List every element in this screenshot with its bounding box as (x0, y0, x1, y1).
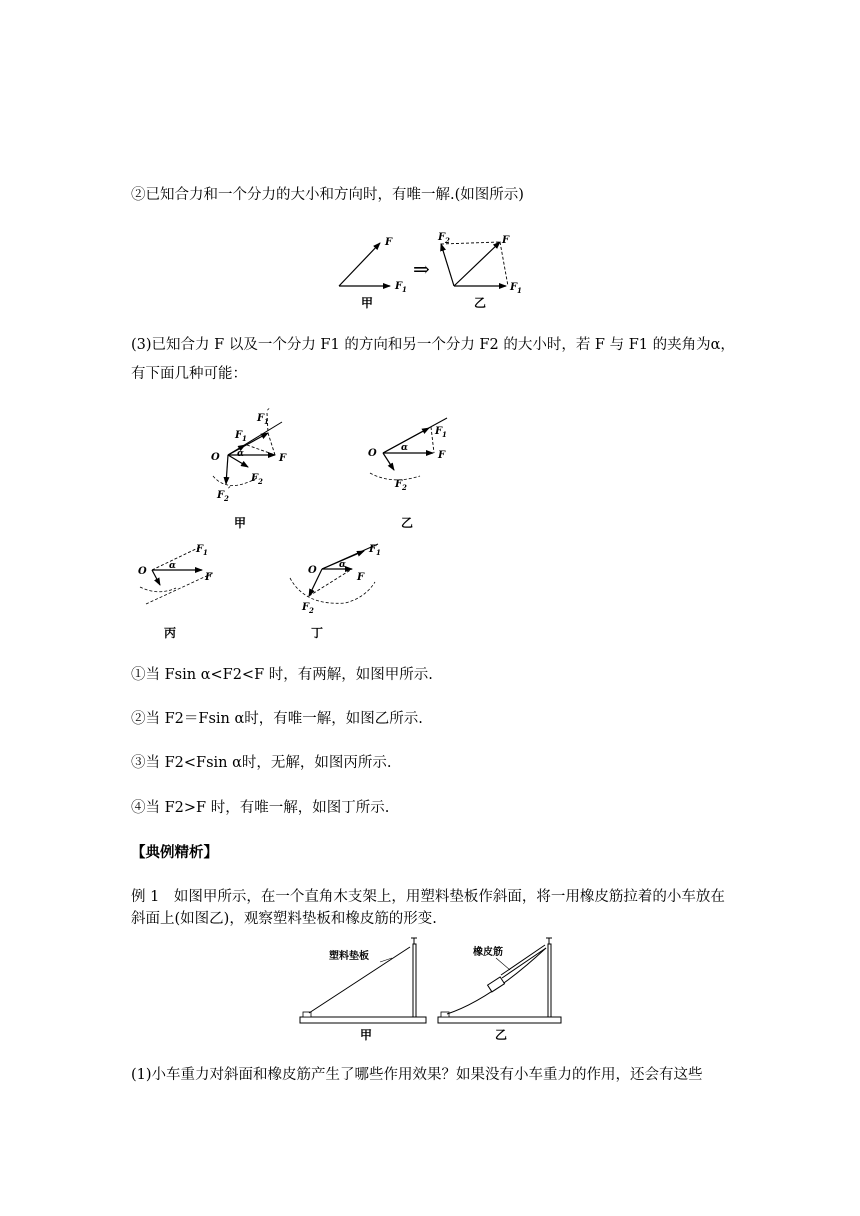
paragraph-case3-line2: 有下面几种可能： (131, 366, 247, 382)
svg-text:2: 2 (402, 483, 407, 492)
fig2-yi-O: O (368, 448, 377, 459)
fig1-label-F1-right-sub: 1 (517, 286, 522, 295)
fig2-diagram-bing (138, 544, 213, 640)
fig2-diagram-yi (368, 418, 447, 530)
fig1-label-F1-sub: 1 (402, 285, 407, 294)
fig1-label-F: F (385, 237, 393, 248)
fig1-implies-arrow: ⇒ (413, 257, 430, 281)
fig3-label-rubber-band: 橡皮筋 (473, 947, 503, 958)
fig1-caption-jia: 甲 (361, 296, 374, 310)
fig2-caption-jia: 甲 (234, 516, 247, 530)
fig3-caption-yi: 乙 (495, 1028, 508, 1042)
fig3-diagram-yi (438, 938, 561, 1042)
fig3-caption-jia: 甲 (360, 1028, 373, 1042)
fig3-label-plastic-board: 塑料垫板 (329, 951, 369, 962)
svg-text:′: ′ (228, 486, 231, 497)
fig1-label-F2-sub: 2 (445, 236, 450, 245)
case-item-1: ①当 Fsin α<F2<F 时，有两解，如图甲所示. (131, 667, 433, 683)
fig2-bing-F1: F (196, 544, 204, 555)
svg-text:1: 1 (203, 548, 208, 557)
fig2-ding-F2: F (302, 602, 310, 613)
fig2-bing-alpha: α (169, 561, 176, 571)
paragraph-case3-line1: (3)已知合力 F 以及一个分力 F1 的方向和另一个分力 F2 的大小时，若 F 与 F1 的夹角为α， (131, 337, 735, 353)
fig2-ding-F: F (357, 572, 365, 583)
fig1-label-F-right: F (502, 235, 510, 246)
fig1-left-diagram (339, 237, 407, 310)
question-1-text: (1)小车重力对斜面和橡皮筋产生了哪些作用效果？如果没有小车重力的作用，还会有这些 (131, 1067, 703, 1083)
fig2-caption-bing: 丙 (164, 626, 177, 640)
section-title: 【典例精析】 (131, 844, 218, 861)
fig2-ding-alpha: α (339, 560, 346, 570)
svg-text:1: 1 (376, 548, 381, 557)
fig2-jia-F2-prime: F (217, 490, 225, 501)
paragraph-unique-solution: ②已知合力和一个分力的大小和方向时，有唯一解.(如图所示) (131, 187, 524, 203)
fig2-yi-F1: F (435, 426, 443, 437)
fig1-right-diagram (437, 232, 522, 310)
fig2-yi-F: F (438, 450, 446, 461)
fig3-diagram-jia (300, 938, 426, 1042)
svg-text:1: 1 (264, 417, 269, 426)
fig2-yi-F2: F (395, 479, 403, 490)
case-item-2: ②当 F2＝Fsin α时，有唯一解，如图乙所示. (131, 711, 423, 727)
fig2-jia-F: F (279, 453, 287, 464)
fig1-caption-yi: 乙 (474, 296, 487, 310)
fig2-jia-F1-prime: F (257, 413, 265, 424)
case-item-3: ③当 F2<Fsin α时，无解，如图丙所示. (131, 755, 392, 771)
fig2-bing-O: O (138, 566, 147, 577)
fig1-label-F2: F (438, 232, 446, 243)
fig2-jia-alpha: α (237, 449, 244, 459)
fig2-jia-F1: F (235, 430, 243, 441)
svg-text:′: ′ (267, 408, 270, 419)
fig2-jia-F2: F (251, 473, 259, 484)
fig2-yi-alpha: α (401, 443, 408, 453)
fig1-label-F1: F (395, 281, 403, 292)
fig2-diagram-ding (290, 544, 381, 640)
fig2-ding-O: O (308, 565, 317, 576)
fig1-label-F1-right: F (510, 282, 518, 293)
svg-text:2: 2 (224, 494, 229, 503)
fig2-bing-F: F (205, 572, 213, 583)
case-item-4: ④当 F2>F 时，有唯一解，如图丁所示. (131, 800, 390, 816)
fig2-caption-yi: 乙 (401, 516, 414, 530)
svg-text:1: 1 (242, 434, 247, 443)
fig2-caption-ding: 丁 (311, 626, 324, 640)
example-1-text: 例 1 如图甲所示，在一个直角木支架上，用塑料垫板作斜面，将一用橡皮筋拉着的小车放在斜面上(如图乙)，观察塑料垫板和橡皮筋的形变. (131, 889, 725, 927)
fig2-diagram-jia (211, 408, 287, 530)
svg-text:2: 2 (309, 606, 314, 615)
fig2-ding-F1: F (369, 544, 377, 555)
svg-text:1: 1 (442, 430, 447, 439)
svg-text:2: 2 (258, 477, 263, 486)
fig2-jia-O: O (211, 452, 220, 463)
